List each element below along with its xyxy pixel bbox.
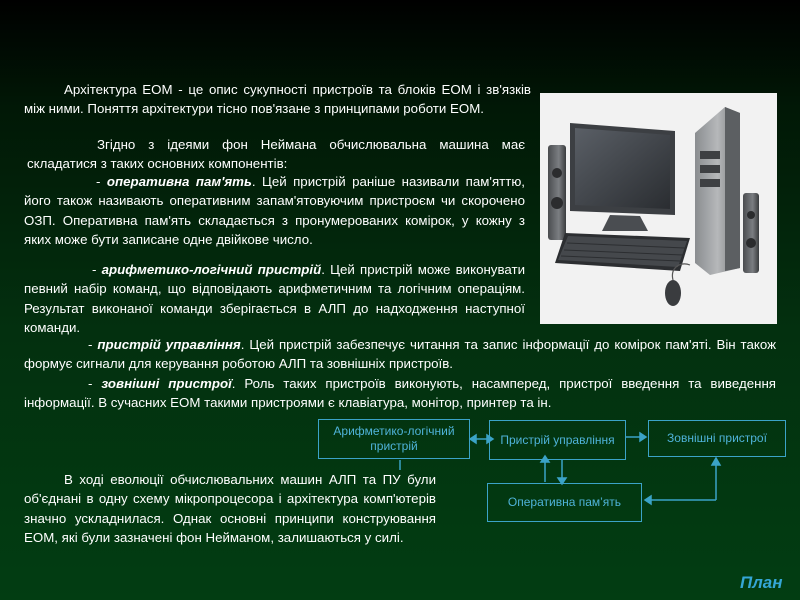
component-text: . Роль таких пристроїв виконують, насамперед, пристрої введення та виведення інформації. В сучасних ЕОМ такими пристроями є клавіатура, монітор, принтер та ін. [24,376,776,411]
diagram-alu-label: Арифметико-логічний пристрій [333,424,455,453]
von-neumann-text: Згідно з ідеями фон Неймана обчислювальна машина має складатися з таких основних компонентів: [27,137,525,172]
component-external: - зовнішні пристрої. Роль таких пристроїв виконують, насамперед, пристрої введення та виведення інформації. В сучасних ЕОМ такими пристроями є клавіатура, монітор, принтер та ін. [24,376,776,411]
component-term: зовнішні пристрої [101,376,232,391]
component-term: арифметико-логічний пристрій [101,262,322,277]
diagram-external-label: Зовнішні пристрої [667,431,767,445]
component-text: . Цей пристрій може виконувати певний набір команд, що відповідають арифметичним та логічним операціям. Результат виконаної команди зберігається в АЛП до надходження наступної команди. [24,262,525,336]
conclusion-paragraph [24,470,436,548]
component-text: . Цей пристрій забезпечує читання та запис інформації до комірок пам'яті. Він також формує сигнали для керування роботою АЛП та зовнішніх пристроїв. [24,337,776,372]
intro-text: Архітектура ЕОМ - це опис сукупності пристроїв та блоків ЕОМ і зв'язків між ними. Поняття архітектури тісно пов'язане з принципами роботи ЕОМ. [24,82,531,117]
component-alu: - арифметико-логічний пристрій. Цей пристрій може виконувати певний набір команд, що відповідають арифметичним та логічним операціям. Результат виконаної команди зберігається в АЛП до надходження наступної команди. [24,262,525,336]
component-term: пристрій управління [97,337,241,352]
component-ram: - оперативна пам'ять. Цей пристрій раніше називали пам'яттю, його також називають оперативним запам'ятовуючим пристроєм чи скорочено ОЗП. Оперативна пам'ять складається з пронумерованих комірок, у кожну з яких може бути записане одне двійкове число. [24,174,525,248]
diagram-control [489,420,626,460]
diagram-memory-label: Оперативна пам’ять [507,495,622,509]
component-control: - пристрій управління. Цей пристрій забезпечує читання та запис інформації до комірок пам'яті. Він також формує сигнали для керування роботою АЛП та зовнішніх пристроїв. [24,337,776,372]
diagram-external [648,420,786,457]
diagram-memory [487,483,642,522]
diagram-alu [318,419,470,459]
conclusion-text: В ході еволюції обчислювальних машин АЛП та ПУ були об'єднані в одну схему мікропроцесора і архітектура комп'ютерів значно ускладнилася. Однак основні принципи конструювання ЕОМ, які були зазначені фон Нейманом, залишаються у силі. [24,472,436,546]
component-text: . Цей пристрій раніше називали пам'яттю, його також називають оперативним запам'ятовуючим пристроєм чи скорочено ОЗП. Оперативна пам'ять складається з пронумерованих комірок, у кожну з яких може бути записане одне двійкове число. [24,174,525,248]
plan-link[interactable]: План [740,573,783,592]
component-term: оперативна пам'ять [106,174,252,189]
diagram-control-label: Пристрій управління [500,432,615,447]
